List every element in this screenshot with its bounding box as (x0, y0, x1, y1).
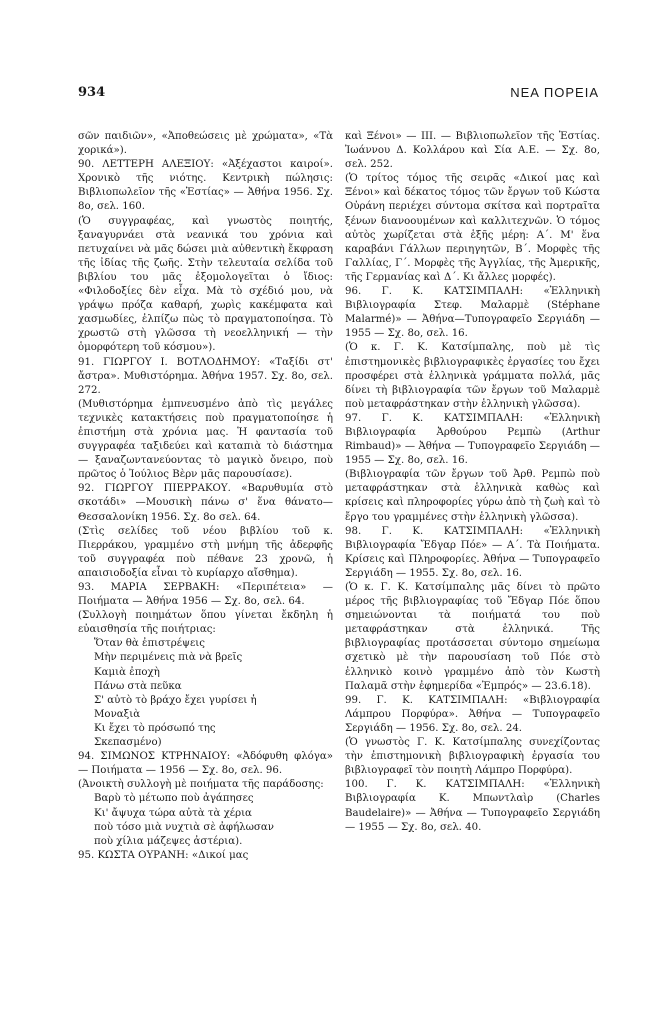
entry-99-note: (Ὁ γνωστὸς Γ. Κ. Κατσίμπαλης συνεχίζοντας τὴν ἐπιστημονικὴ βιβλιογραφικὴ ἐργασία του βιβλιογραφεῖ τὸν ποιητὴ Λάμπρο Πορφύρα). (345, 737, 600, 777)
entry-95: 95. ΚΩΣΤΑ ΟΥΡΑΝΗ: «Δικοί μας (78, 849, 249, 861)
entry-95-note: (Ὁ τρίτος τόμος τῆς σειρᾶς «Δικοί μας καὶ Ξένοι» καὶ δέκατος τόμος τῶν ἔργων τοῦ Κώστα Οὐράνη περιέχει σύντομα σκίτσα καὶ πορτραῖτα ξένων διανοουμένων καὶ καλλιτεχνῶν. Ὁ τόμος αὐτὸς χωρίζεται στὰ ἑξῆς μέρη: Α΄. Μ' ἕνα καραβάνι Γάλλων περιηγητῶν, Β΄. Μορφὲς τῆς Γαλλίας, Γ΄. Μορφὲς τῆς Ἀγγλίας, τῆς Ἀμερικῆς, τῆς Γερμανίας καὶ Δ΄. Κι ἄλλες μορφές). (345, 173, 600, 283)
entry-99: 99. Γ. Κ. ΚΑΤΣΙΜΠΑΛΗ: «Βιβλιογραφία Λάμπρου Πορφύρα». Ἀθήνα — Τυπογραφεῖο Σεργιάδη — 1956. Σχ. 8ο, σελ. 24. (345, 694, 600, 734)
entry-92-note: (Στὶς σελίδες τοῦ νέου βιβλίου τοῦ κ. Πιερράκου, γραμμένο στὴ μνήμη τῆς ἀδερφῆς τοῦ συγγραφέα ποὺ πέθανε 23 χρονῶ, ἡ απαισιοδοξία εἶναι τὸ κυρίαρχο αἴσθημα). (78, 525, 333, 579)
entry-94: 94. ΣΙΜΩΝΟΣ ΚΤΡΗΝΑΙΟΥ: «Ἀδόφυθη φλόγα» — Ποιήματα — 1956 — Σχ. 8ο, σελ. 96. (78, 751, 333, 777)
entry-91: 91. ΓΙΩΡΓΟΥ Ι. ΒΟΤΛΟΔΗΜΟΥ: «Ταξίδι στ' ἄστρα». Μυθιστόρημα. Ἀθήνα 1957. Σχ. 8ο, σελ. 272. (78, 356, 333, 396)
entry-94-note: (Ἀνοικτὴ συλλογὴ μὲ ποιήματα τῆς παράδοσης: (78, 779, 324, 791)
entry-97: 97. Γ. Κ. ΚΑΤΣΙΜΠΑΛΗ: «Ἑλληνικὴ Βιβλιογραφία Ἀρθούρου Ρεμπὼ (Arthur Rimbaud)» — Ἀθήνα — Τυπογραφεῖο Σεργιάδη — 1955 — Σχ. 8ο, σελ. 16. (345, 412, 600, 467)
poem-excerpt-two: Βαρὺ τὸ μέτωπο ποὺ ἀγάπησες Κι' ἄψυχα τώρα αὐτὰ τὰ χέρια ποὺ τόσο μιὰ νυχτιὰ σὲ ἀφήλωσαν ποὺ χίλια μάζεψες ἀστέρια). (94, 793, 274, 847)
poem-excerpt-one: Ὅταν θὰ ἐπιστρέψεις Μὴν περιμένεις πιὰ νὰ βρεῖς Καμιὰ ἐποχὴ Πάνω στὰ πεῦκα Σ' αὐτὸ τὸ βράχο ἔχει γυρίσει ἡ Μοναξιὰ Κι ἔχει τὸ πρόσωπό της Σκεπασμένο) (94, 638, 257, 749)
entry-93-note: (Συλλογὴ ποιημάτων ὅπου γίνεται ἔκδηλη ἡ εὐαισθησία τῆς ποιήτριας: (78, 610, 333, 636)
page-header (78, 80, 599, 104)
entry-96: 96. Γ. Κ. ΚΑΤΣΙΜΠΑΛΗ: «Ἑλληνικὴ Βιβλιογραφία Στεφ. Μαλαρμὲ (Stéphane Malarmé)» — Ἀθήνα—Τυπογραφεῖο Σεργιάδη — 1955 — Σχ. 8ο, σελ. 16. (345, 286, 600, 340)
entry-92: 92. ΓΙΩΡΓΟΥ ΠΙΕΡΡΑΚΟΥ. «Βαρυθυμία στὸ σκοτάδι» —Μουσικὴ πάνω σ' ἕνα θάνατο— Θεσσαλονίκη 1956. Σχ. 8ο σελ. 64. (78, 483, 333, 523)
entry-90-note: (Ὁ συγγραφέας, καὶ γνωστὸς ποιητής, ξαναγυρνάει στὰ νεανικά του χρόνια καὶ πετυχαίνει νὰ μᾶς δώσει μιὰ αὐθεντικὴ ἔκφραση τῆς ἰδίας τῆς ζωῆς. Στὴν τελευταία σελίδα τοῦ βιβλίου του μᾶς ἐξομολογεῖται ὁ ἴδιος: «Φιλοδοξίες δὲν εἶχα. Μὰ τὸ σχέδιό μου, νὰ γράψω πρόζα καθαρή, χωρὶς κακέμφατα καὶ χασμωδίες, ἐλπίζω πὼς τὸ πραγματοποίησα. Τὸ χρωστῶ στὴ γλῶσσα τὴ νεοελληνική — τὴν ὁμορφότερη τοῦ κόσμου»). (78, 215, 333, 354)
right-column (345, 130, 600, 835)
page-number: 934 (78, 84, 106, 100)
entry-98-note: (Ὁ κ. Γ. Κ. Κατσίμπαλης μᾶς δίνει τὸ πρῶτο μέρος τῆς βιβλιογραφίας τοῦ Ἔδγαρ Πόε ὅπου σημειώνονται τὰ ποιήματά του ποὺ μεταφράστηκαν στὰ ἑλληνικά. Τῆς βιβλιογραφίας προτάσσεται σύντομο σημείωμα σχετικὸ μὲ τὴν παρουσίαση τοῦ Πόε στὸ ἑλληνικὸ κοινὸ γραμμένο ἀπὸ τὸν Κωστὴ Παλαμᾶ στὴν ἐφημερίδα «Ἐμπρός» — 23.6.18). (345, 582, 600, 692)
running-title: ΝΕΑ ΠΟΡΕΙΑ (510, 84, 599, 100)
entry-96-note: (Ὁ κ. Γ. Κ. Κατσίμπαλης, ποὺ μὲ τὶς ἐπιστημονικὲς βιβλιογραφικὲς ἐργασίες του ἔχει προσφέρει στὰ ἑλληνικὰ γράμματα πολλά, μᾶς δίνει τὴ βιβλιογραφία τῶν ἔργων τοῦ Μαλαρμὲ ποὺ μεταφράστηκαν στὴν ἑλληνικὴ γλῶσσα). (345, 342, 600, 410)
paragraph: σῶν παιδιῶν», «Ἀποθεώσεις μὲ χρώματα», «Τὰ χορικά»). (78, 131, 333, 157)
entry-98: 98. Γ. Κ. ΚΑΤΣΙΜΠΑΛΗ: «Ἑλληνικὴ Βιβλιογραφία Ἔδγαρ Πόε» — Α΄. Τὰ Ποιήματα. Κρίσεις καὶ Πληροφορίες. Ἀθήνα — Τυπογραφεῖο Σεργιάδη — 1955. Σχ. 8ο, σελ. 16. (345, 525, 600, 579)
entry-95-cont: καὶ Ξένοι» — ΙΙΙ. — Βιβλιοπωλεῖον τῆς Ἑστίας. Ἰωάννου Δ. Κολλάρου καὶ Σία Α.Ε. — Σχ. 8ο, σελ. 252. (345, 131, 600, 171)
left-column (78, 130, 333, 863)
entry-91-note: (Μυθιστόρημα ἐμπνευσμένο ἀπὸ τὶς μεγάλες τεχνικὲς κατακτήσεις ποὺ πραγματοποίησε ἡ ἐπιστήμη στὰ χρόνια μας. Ἡ φαντασία τοῦ συγγραφέα ταξιδεύει καὶ καταπιὰ τὸ διάστημα — ξαναζωντανεύοντας τὸ μαγικὸ ὄνειρο, ποὺ πρῶτος ὁ Ἰούλιος Βὲρν μᾶς παρουσίασε). (78, 398, 333, 481)
entry-100: 100. Γ. Κ. ΚΑΤΣΙΜΠΑΛΗ: «Ἑλληνικὴ Βιβλιογραφία Κ. Μπωντλαὶρ (Charles Baudelaire)» — Ἀθήνα — Τυπογραφεῖο Σεργιάδη — 1955 — Σχ. 8ο, σελ. 40. (345, 779, 600, 833)
entry-90: 90. ΛΕΤΤΕΡΗ ΑΛΕΞΙΟΥ: «Ἀξέχαστοι καιροί». Χρονικὸ τῆς νιότης. Κεντρικὴ πώλησις: Βιβλιοπωλεῖον τῆς «Ἑστίας» — Ἀθήνα 1956. Σχ. 8ο, σελ. 160. (78, 159, 333, 213)
entry-97-note: (Βιβλιογραφία τῶν ἔργων τοῦ Ἀρθ. Ρεμπὼ ποὺ μεταφράστηκαν στὰ ἑλληνικὰ καθὼς καὶ κρίσεις καὶ πληροφορίες γύρω ἀπὸ τὴ ζωὴ καὶ τὸ ἔργο του γραμμένες στὴν ἑλληνικὴ γλῶσσα). (345, 469, 600, 523)
entry-93: 93. ΜΑΡΙΑ ΣΕΡΒΑΚΗ: «Περιπέτεια» — Ποιήματα — Ἀθήνα 1956 — Σχ. 8ο, σελ. 64. (78, 582, 333, 608)
